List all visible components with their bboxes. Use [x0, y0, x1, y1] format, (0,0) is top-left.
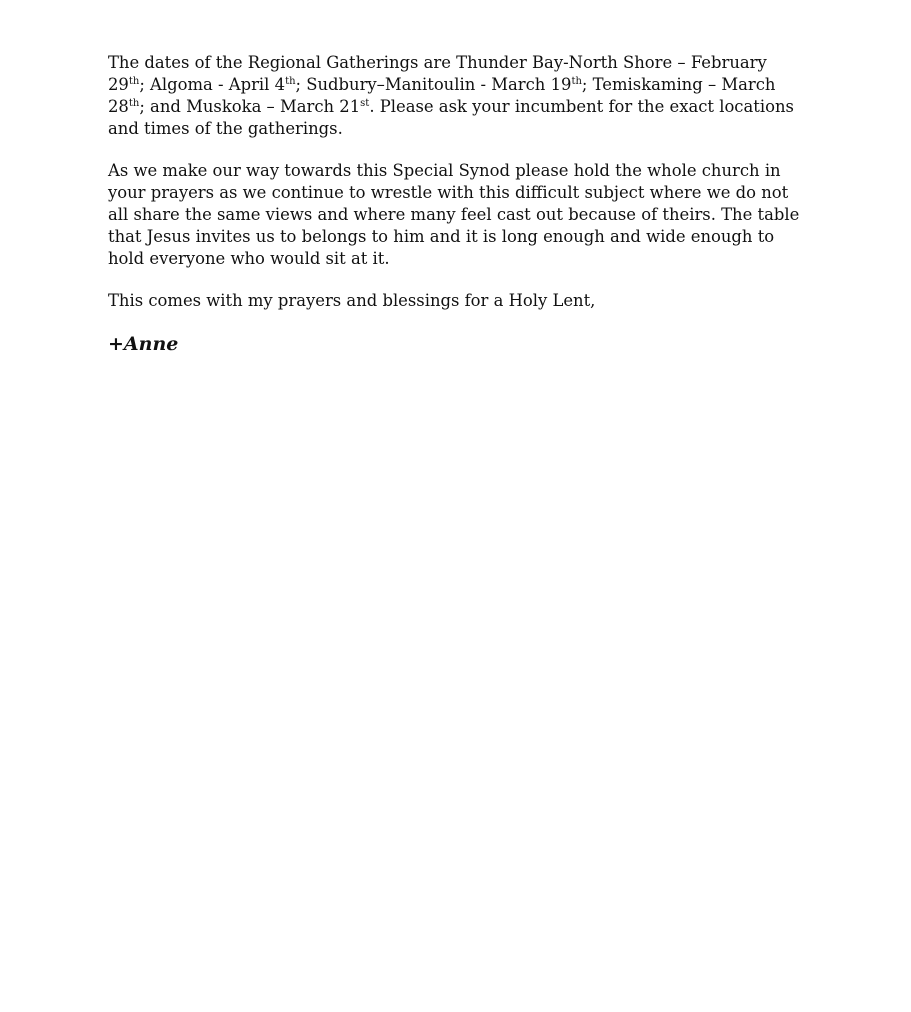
ordinal-suffix: th [128, 76, 140, 87]
gatherings-text-2: ; Algoma - April 4 [139, 75, 286, 94]
gatherings-text-5: ; and Muskoka – March 21 [139, 97, 361, 116]
gatherings-text-4: ; Temiskaming – March 28 [108, 75, 776, 116]
gatherings-text-1: The dates of the Regional Gatherings are Thunder Bay-North Shore – February 29 [108, 53, 767, 94]
ordinal-suffix: th [571, 76, 582, 87]
ordinal-suffix: th [128, 98, 140, 109]
ordinal-suffix: st [360, 98, 370, 109]
gatherings-paragraph [108, 52, 808, 140]
synod-paragraph: As we make our way towards this Special Synod please hold the whole church in your prayers as we continue to wrestle with this difficult subject where we do not all share the same views and where many feel cast out because of theirs. The table that Jesus invites us to belongs to him and it is long enough and wide enough to hold everyone who would sit at it. [108, 161, 800, 268]
gatherings-text-3: ; Sudbury–Manitoulin - March 19 [295, 75, 572, 94]
closing-line: This comes with my prayers and blessings for a Holy Lent, [108, 291, 596, 310]
gatherings-text-6: . Please ask your incumbent for the exact locations and times of the gatherings. [108, 97, 794, 138]
signature: +Anne [108, 333, 179, 355]
ordinal-suffix: th [285, 76, 296, 87]
letter-body [108, 52, 808, 356]
